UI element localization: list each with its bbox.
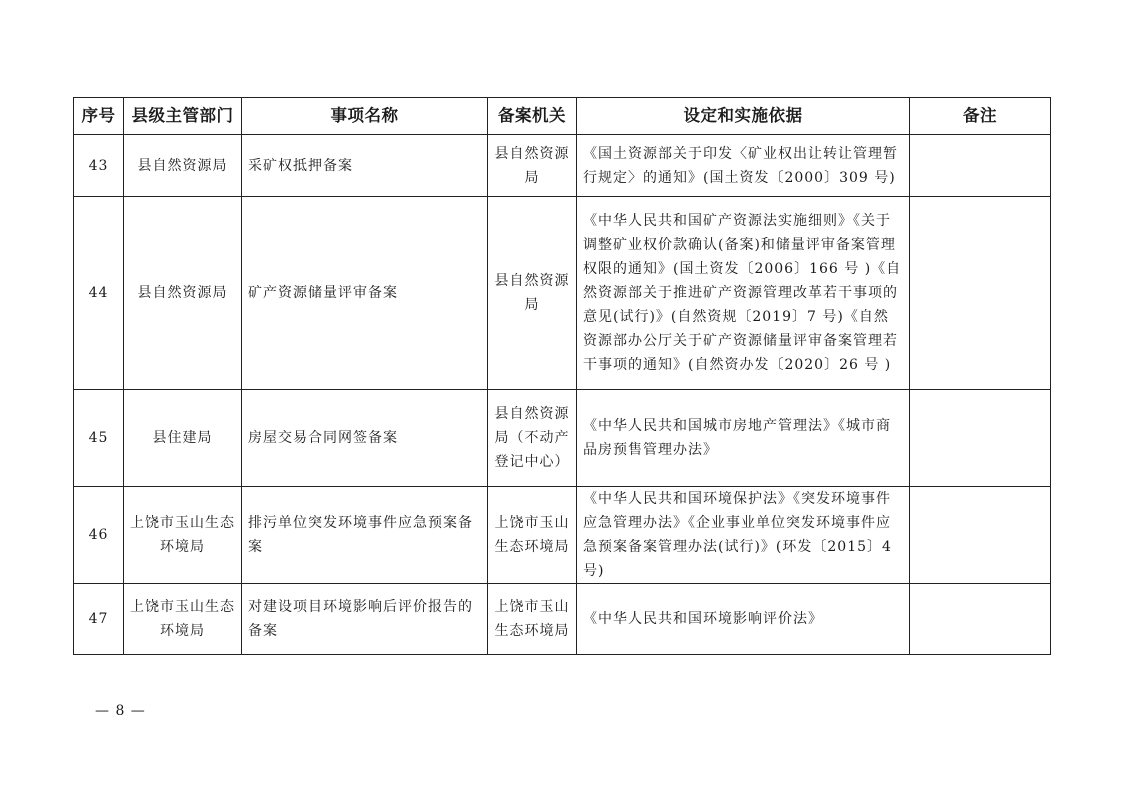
row-item: 采矿权抵押备案 [242,135,488,197]
header-no: 序号 [74,98,124,135]
row-remark [910,390,1051,487]
row-authority: 上饶市玉山生态环境局 [488,487,577,584]
table-row [74,487,1051,584]
header-item: 事项名称 [242,98,488,135]
table-row [74,584,1051,655]
table-row [74,135,1051,197]
row-no: 44 [74,197,124,390]
row-remark [910,197,1051,390]
table-row [74,197,1051,390]
row-no: 43 [74,135,124,197]
row-no: 47 [74,584,124,655]
row-item: 矿产资源储量评审备案 [242,197,488,390]
row-remark [910,584,1051,655]
row-basis: 《中华人民共和国城市房地产管理法》《城市商品房预售管理办法》 [577,390,910,487]
row-basis: 《中华人民共和国矿产资源法实施细则》《关于调整矿业权价款确认(备案)和储量评审备案管理权限的通知》(国土资发〔2006〕166 号 )《自然资源部关于推进矿产资源管理改革若干事项的意见(试行)》(自然资规〔2019〕7 号)《自然资源部办公厅关于矿产资源储量评审备案管理若干事项的通知》(自然资办发〔2020〕26 号 ) [577,197,910,390]
row-remark [910,487,1051,584]
header-authority: 备案机关 [488,98,577,135]
table-header-row [74,98,1051,135]
row-authority: 上饶市玉山生态环境局 [488,584,577,655]
row-authority: 县自然资源局 [488,197,577,390]
row-dept: 县自然资源局 [124,135,242,197]
row-dept: 上饶市玉山生态环境局 [124,487,242,584]
row-dept: 县住建局 [124,390,242,487]
table-row [74,390,1051,487]
header-dept: 县级主管部门 [124,98,242,135]
row-item: 对建设项目环境影响后评价报告的备案 [242,584,488,655]
row-no: 45 [74,390,124,487]
row-item: 排污单位突发环境事件应急预案备案 [242,487,488,584]
row-basis: 《中华人民共和国环境影响评价法》 [577,584,910,655]
row-dept: 县自然资源局 [124,197,242,390]
row-item: 房屋交易合同网签备案 [242,390,488,487]
filing-table [73,97,1051,655]
row-authority: 县自然资源局（不动产登记中心） [488,390,577,487]
row-basis: 《国土资源部关于印发〈矿业权出让转让管理暂行规定〉的通知》(国土资发〔2000〕309 号) [577,135,910,197]
header-remark: 备注 [910,98,1051,135]
row-dept: 上饶市玉山生态环境局 [124,584,242,655]
row-authority: 县自然资源局 [488,135,577,197]
row-no: 46 [74,487,124,584]
page-number: — 8 — [95,703,146,719]
header-basis: 设定和实施依据 [577,98,910,135]
row-basis: 《中华人民共和国环境保护法》《突发环境事件应急管理办法》《企业事业单位突发环境事件应急预案备案管理办法(试行)》(环发〔2015〕4 号) [577,487,910,584]
row-remark [910,135,1051,197]
